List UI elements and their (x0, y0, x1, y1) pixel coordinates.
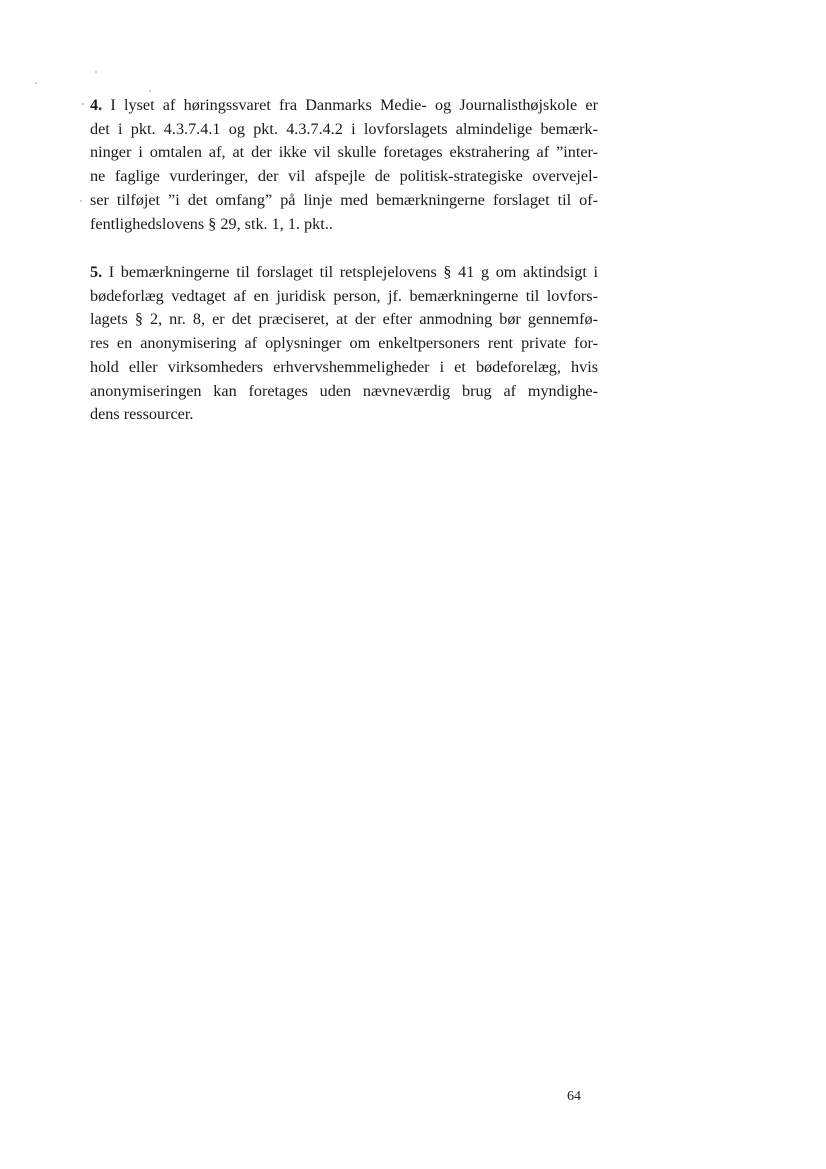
paragraph-number: 4. (90, 96, 103, 114)
paragraph-4 (90, 94, 598, 236)
paragraph-line: dens ressourcer. (90, 405, 194, 424)
paragraph-line (90, 261, 598, 285)
paragraph-line: fentlighedslovens § 29, stk. 1, 1. pkt.. (90, 214, 333, 233)
paragraph-line: bødeforlæg vedtaget af en juridisk person, jf. bemærkningerne til lovfors- (90, 286, 598, 305)
paragraph-line: lagets § 2, nr. 8, er det præciseret, at der efter anmodning bør gennemfø- (90, 310, 598, 329)
paragraph-line: res en anonymisering af oplysninger om enkeltpersoners rent private for- (90, 334, 598, 353)
paragraph-line: det i pkt. 4.3.7.4.1 og pkt. 4.3.7.4.2 i lovforslagets almindelige bemærk- (90, 119, 598, 138)
paragraph-line: ser tilføjet ”i det omfang” på linje med bemærkningerne forslaget til of- (90, 190, 598, 209)
paragraph-line: ne faglige vurderinger, der vil afspejle de politisk-strategiske overvejel- (90, 167, 598, 186)
scan-speck (149, 90, 151, 92)
paragraph-line: anonymiseringen kan foretages uden nævneværdig brug af myndighe- (90, 381, 598, 400)
paragraph-number: 5. (90, 263, 103, 281)
scan-speck (82, 103, 84, 105)
paragraph-5 (90, 261, 598, 427)
line-text: I bemærkningerne til forslaget til retsplejelovens § 41 g om aktindsigt i (102, 263, 598, 281)
paragraph-line (90, 94, 598, 118)
page-number: 64 (567, 1089, 581, 1104)
paragraph-line: hold eller virksomheders erhvervshemmeligheder i et bødeforelæg, hvis (90, 357, 598, 376)
scan-speck (95, 71, 97, 73)
scan-speck (35, 82, 37, 84)
line-text: I lyset af høringssvaret fra Danmarks Medie- og Journalisthøjskole er (102, 96, 598, 114)
paragraph-line: ninger i omtalen af, at der ikke vil skulle foretages ekstrahering af ”inter- (90, 143, 598, 162)
scan-speck (80, 200, 82, 202)
